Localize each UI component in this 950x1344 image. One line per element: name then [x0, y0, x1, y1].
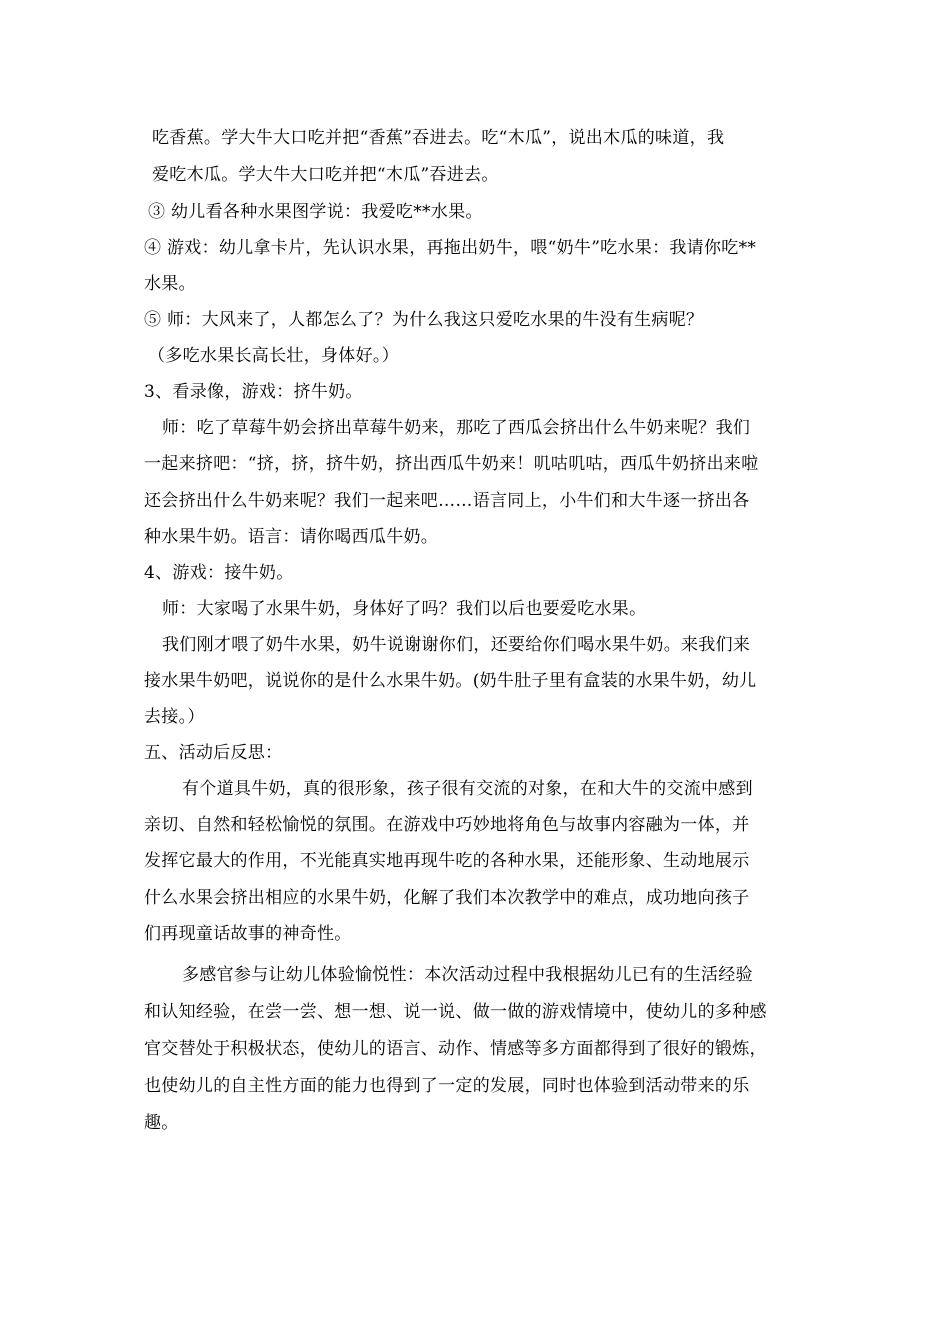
text-line: ④ 游戏：幼儿拿卡片，先认识水果，再拖出奶牛，喂“奶牛”吃水果：我请你吃** — [144, 238, 757, 258]
text-line: 师：吃了草莓牛奶会挤出草莓牛奶来，那吃了西瓜会挤出什么牛奶来呢？我们 — [162, 418, 751, 438]
text-line: 我们刚才喂了奶牛水果，奶牛说谢谢你们，还要给你们喝水果牛奶。来我们来 — [162, 635, 751, 655]
text-line: 水果。 — [144, 274, 196, 294]
text-line: 爱吃木瓜。学大牛大口吃并把“木瓜”吞进去。 — [152, 165, 499, 185]
text-line: 趣。 — [144, 1113, 179, 1133]
text-line: ⑤ 师：大风来了，人都怎么了？为什么我这只爱吃水果的牛没有生病呢？ — [144, 310, 704, 330]
text-line: 五、活动后反思： — [144, 743, 283, 763]
text-line: 发挥它最大的作用，不光能真实地再现牛吃的各种水果，还能形象、生动地展示 — [144, 851, 750, 871]
text-line: 什么水果会挤出相应的水果牛奶，化解了我们本次教学中的难点，成功地向孩子 — [144, 888, 750, 908]
text-line: 有个道具牛奶，真的很形象，孩子很有交流的对象，在和大牛的交流中感到 — [182, 779, 753, 799]
text-line: 3、看录像，游戏：挤牛奶。 — [144, 382, 363, 402]
text-line: 吃香蕉。学大牛大口吃并把“香蕉”吞进去。吃“木瓜”，说出木瓜的味道，我 — [152, 128, 725, 148]
text-line: 们再现童话故事的神奇性。 — [144, 924, 352, 944]
text-line: 多感官参与让幼儿体验愉悦性：本次活动过程中我根据幼儿已有的生活经验 — [182, 965, 753, 985]
text-line: 种水果牛奶。语言：请你喝西瓜牛奶。 — [144, 527, 439, 547]
text-line: ③ 幼儿看各种水果图学说：我爱吃**水果。 — [148, 202, 483, 222]
text-line: 一起来挤吧：“挤，挤，挤牛奶，挤出西瓜牛奶来！叽咕叽咕，西瓜牛奶挤出来啦 — [144, 454, 759, 474]
text-line: 还会挤出什么牛奶来呢？我们一起来吧……语言同上，小牛们和大牛逐一挤出各 — [144, 491, 750, 511]
text-line: 和认知经验，在尝一尝、想一想、说一说、做一做的游戏情境中，使幼儿的多种感 — [144, 1002, 767, 1022]
text-line: 去接。） — [144, 707, 205, 727]
text-line: 4、游戏：接牛奶。 — [144, 563, 294, 583]
text-line: 师：大家喝了水果牛奶，身体好了吗？我们以后也要爱吃水果。 — [162, 599, 647, 619]
text-line: 也使幼儿的自主性方面的能力也得到了一定的发展，同时也体验到活动带来的乐 — [144, 1076, 750, 1096]
text-line: 亲切、自然和轻松愉悦的氛围。在游戏中巧妙地将角色与故事内容融为一体，并 — [144, 815, 750, 835]
text-line: （多吃水果长高长壮，身体好。） — [148, 346, 399, 366]
text-line: 接水果牛奶吧，说说你的是什么水果牛奶。(奶牛肚子里有盒装的水果牛奶，幼儿 — [144, 671, 757, 691]
text-line: 官交替处于积极状态，使幼儿的语言、动作、情感等多方面都得到了很好的锻炼， — [144, 1039, 767, 1059]
